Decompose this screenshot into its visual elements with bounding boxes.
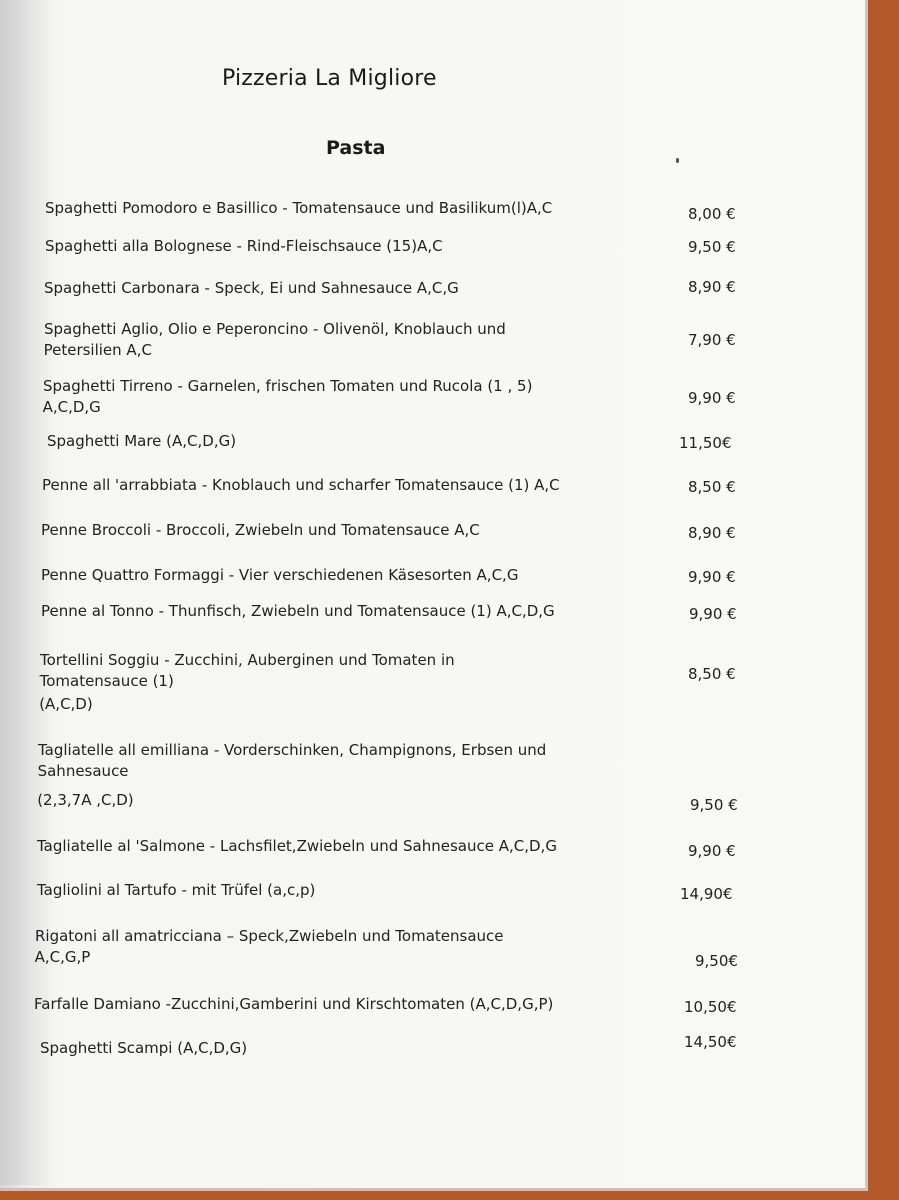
menu-item-price: 8,90 € bbox=[688, 278, 736, 296]
menu-item-price: 8,90 € bbox=[688, 524, 736, 542]
menu-item-description-line: Petersilien A,C bbox=[43, 341, 152, 359]
menu-item-name: Tagliatelle all emilliana - Vorderschinken, Champignons, Erbsen und bbox=[38, 741, 547, 759]
menu-item-price: 8,50 € bbox=[688, 665, 736, 683]
menu-item-price: 9,50€ bbox=[695, 952, 738, 970]
menu-item-price: 14,50€ bbox=[684, 1033, 737, 1051]
menu-item-name: Tagliatelle al 'Salmone - Lachsfilet,Zwiebeln und Sahnesauce A,C,D,G bbox=[37, 837, 557, 855]
menu-item-description-line: (A,C,D) bbox=[39, 695, 93, 713]
menu-item-price: 10,50€ bbox=[684, 998, 737, 1016]
menu-item-price: 11,50€ bbox=[679, 434, 732, 452]
menu-item-name: Penne al Tonno - Thunfisch, Zwiebeln und Tomatensauce (1) A,C,D,G bbox=[41, 602, 555, 620]
menu-item-price: 9,90 € bbox=[688, 842, 736, 860]
menu-item-name: Spaghetti Pomodoro e Basillico - Tomatensauce und Basilikum(l)A,C bbox=[45, 199, 553, 217]
menu-item-name: Spaghetti Scampi (A,C,D,G) bbox=[40, 1039, 248, 1057]
menu-item-name: Spaghetti Aglio, Olio e Peperoncino - Olivenöl, Knoblauch und bbox=[44, 320, 506, 338]
menu-item-name: Penne all 'arrabbiata - Knoblauch und scharfer Tomatensauce (1) A,C bbox=[42, 476, 560, 494]
menu-item-price: 8,00 € bbox=[688, 205, 736, 223]
menu-item-description-line: (2,3,7A ,C,D) bbox=[37, 791, 134, 809]
menu-item-name: Tagliolini al Tartufo - mit Trüfel (a,c,p) bbox=[37, 881, 316, 899]
menu-item-price: 8,50 € bbox=[688, 478, 736, 496]
menu-item-name: Spaghetti Tirreno - Garnelen, frischen Tomaten und Rucola (1 , 5) bbox=[43, 377, 533, 395]
menu-item-price: 9,90 € bbox=[689, 605, 737, 623]
section-heading: Pasta bbox=[326, 137, 386, 159]
menu-item-name: Spaghetti Carbonara - Speck, Ei und Sahnesauce A,C,G bbox=[44, 279, 459, 297]
restaurant-title: Pizzeria La Migliore bbox=[222, 66, 437, 91]
menu-item-description-line: Sahnesauce bbox=[37, 762, 129, 780]
menu-item-price: 9,90 € bbox=[688, 568, 736, 586]
menu-item-name: Spaghetti alla Bolognese - Rind-Fleischsauce (15)A,C bbox=[45, 237, 443, 255]
menu-item-name: Rigatoni all amatricciana – Speck,Zwiebeln und Tomatensauce bbox=[35, 927, 504, 945]
menu-item-price: 9,50 € bbox=[688, 238, 736, 256]
menu-item-price: 7,90 € bbox=[688, 331, 736, 349]
menu-item-price: 14,90€ bbox=[680, 885, 733, 903]
menu-item-name: Farfalle Damiano -Zucchini,Gamberini und Kirschtomaten (A,C,D,G,P) bbox=[34, 995, 554, 1013]
menu-item-description-line: A,C,G,P bbox=[34, 948, 91, 966]
menu-item-name: Spaghetti Mare (A,C,D,G) bbox=[47, 432, 237, 450]
menu-item-name: Penne Quattro Formaggi - Vier verschiedenen Käsesorten A,C,G bbox=[41, 566, 519, 584]
menu-item-price: 9,50 € bbox=[690, 796, 738, 814]
menu-item-name: Penne Broccoli - Broccoli, Zwiebeln und Tomatensauce A,C bbox=[41, 521, 480, 539]
ink-dot bbox=[676, 158, 679, 163]
menu-item-description-line: Tomatensauce (1) bbox=[39, 672, 174, 690]
menu-item-price: 9,90 € bbox=[688, 389, 736, 407]
menu-item-name: Tortellini Soggiu - Zucchini, Auberginen und Tomaten in bbox=[40, 651, 455, 669]
menu-item-description-line: A,C,D,G bbox=[42, 398, 101, 416]
